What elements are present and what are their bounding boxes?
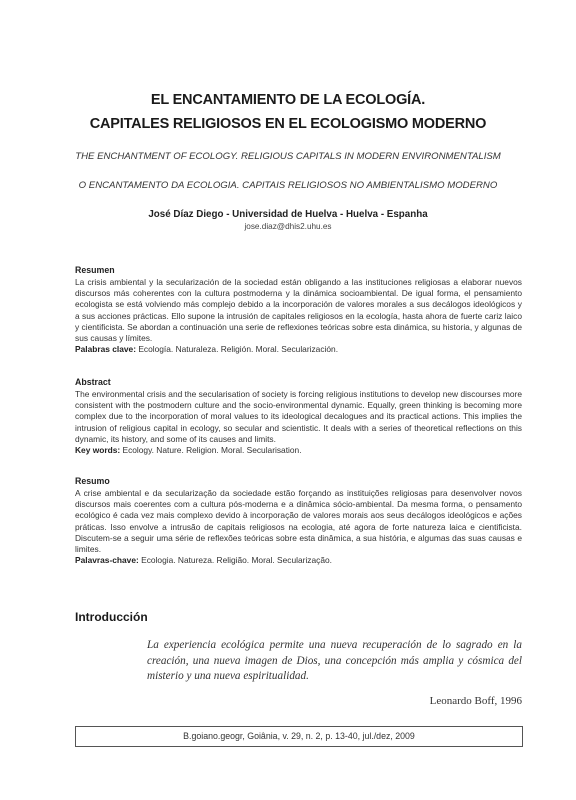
resumen-keywords-list: Ecología. Naturaleza. Religión. Moral. Secularización. — [136, 344, 339, 355]
resumen-body: La crisis ambiental y la secularización de la sociedad están obligando a las instituciones religiosas a elaborar nuevos discursos más coherentes con la cultura postmoderna y la dinámica socioambiental. De igual forma, el pensamiento ecologista se está volviendo más complejo debido a la incorporación de valores morales a sus decálogos ideológicos y a sus acciones prácticas. Ello supone la intrusión de capitales religiosos en la ecología, hasta ahora de fuerte cariz laico y cientificista. Se abordan a continuación una serie de reflexiones teóricas sobre esta dinámica, su historia, y algunas de sus causas y límites. — [75, 277, 522, 344]
resumen-heading: Resumen — [75, 265, 115, 275]
introduccion-heading: Introducción — [75, 610, 148, 624]
abstract-keywords-list: Ecology. Nature. Religion. Moral. Secularisation. — [120, 445, 302, 456]
title-portuguese: O ENCANTAMENTO DA ECOLOGIA. CAPITAIS RELIGIOSOS NO AMBIENTALISMO MODERNO — [78, 180, 498, 191]
resumo-keywords — [75, 555, 522, 566]
abstract-heading: Abstract — [75, 377, 111, 387]
resumo-body: A crise ambiental e da secularização da sociedade estão forçando as instituições religiosas para desenvolver novos discursos mais coerentes com a cultura pós-moderna e a dinâmica sócio-ambiental. Da mesma forma, o pensamento ecológico é cada vez mais complexo devido à incorporação de valores morais aos seus decálogos ideológicos e ações práticas. Isso envolve a intrusão de capitais religiosos na ecologia, até agora de forte natureza laica e cientificista. Discutem-se a seguir uma série de reflexões teóricas sobre esta dinâmica, a sua história, e algumas das suas causas e limites. — [75, 488, 522, 555]
epigraph-author: Leonardo Boff, 1996 — [429, 695, 522, 707]
resumo-section — [75, 476, 522, 566]
resumo-heading: Resumo — [75, 476, 110, 486]
abstract-body: The environmental crisis and the secularisation of society is forcing religious institutions to develop new discourses more consistent with the postmodern culture and the socio-environmental dynamic. Equally, green thinking is becoming more complex due to the incorporation of moral values to its ideological decalogues and its practical actions. This implies the intrusion of religious capital in ecology, so secular and scientistic. It deals with a series of theoretical reflections on this dynamic, its history, and some of its causes and limits. — [75, 389, 522, 444]
resumo-keywords-label: Palavras-chave: — [75, 555, 139, 566]
article-title-line-2: CAPITALES RELIGIOSOS EN EL ECOLOGISMO MODERNO — [89, 116, 487, 132]
author-affiliation: José Díaz Diego - Universidad de Huelva - Huelva - Espanha — [148, 209, 428, 220]
epigraph-quote: La experiencia ecológica permite una nueva recuperación de lo sagrado en la creación, una nueva imagen de Dios, una concepción más amplia y cósmica del misterio y una nueva espiritualidad. — [147, 639, 522, 682]
resumen-section — [75, 265, 522, 355]
article-title-line-1: EL ENCANTAMIENTO DE LA ECOLOGÍA. — [150, 92, 426, 108]
abstract-keywords — [75, 445, 522, 456]
title-english: THE ENCHANTMENT OF ECOLOGY. RELIGIOUS CAPITALS IN MODERN ENVIRONMENTALISM — [75, 151, 501, 162]
resumen-keywords-label: Palabras clave: — [75, 344, 136, 355]
citation-footer: B.goiano.geogr, Goiânia, v. 29, n. 2, p. 13-40, jul./dez, 2009 — [75, 726, 523, 747]
abstract-section — [75, 377, 522, 456]
abstract-keywords-label: Key words: — [75, 445, 121, 456]
resumo-keywords-list: Ecologia. Natureza. Religião. Moral. Secularização. — [138, 555, 332, 566]
author-email: jose.diaz@dhis2.uhu.es — [244, 222, 332, 231]
resumen-keywords — [75, 344, 522, 355]
